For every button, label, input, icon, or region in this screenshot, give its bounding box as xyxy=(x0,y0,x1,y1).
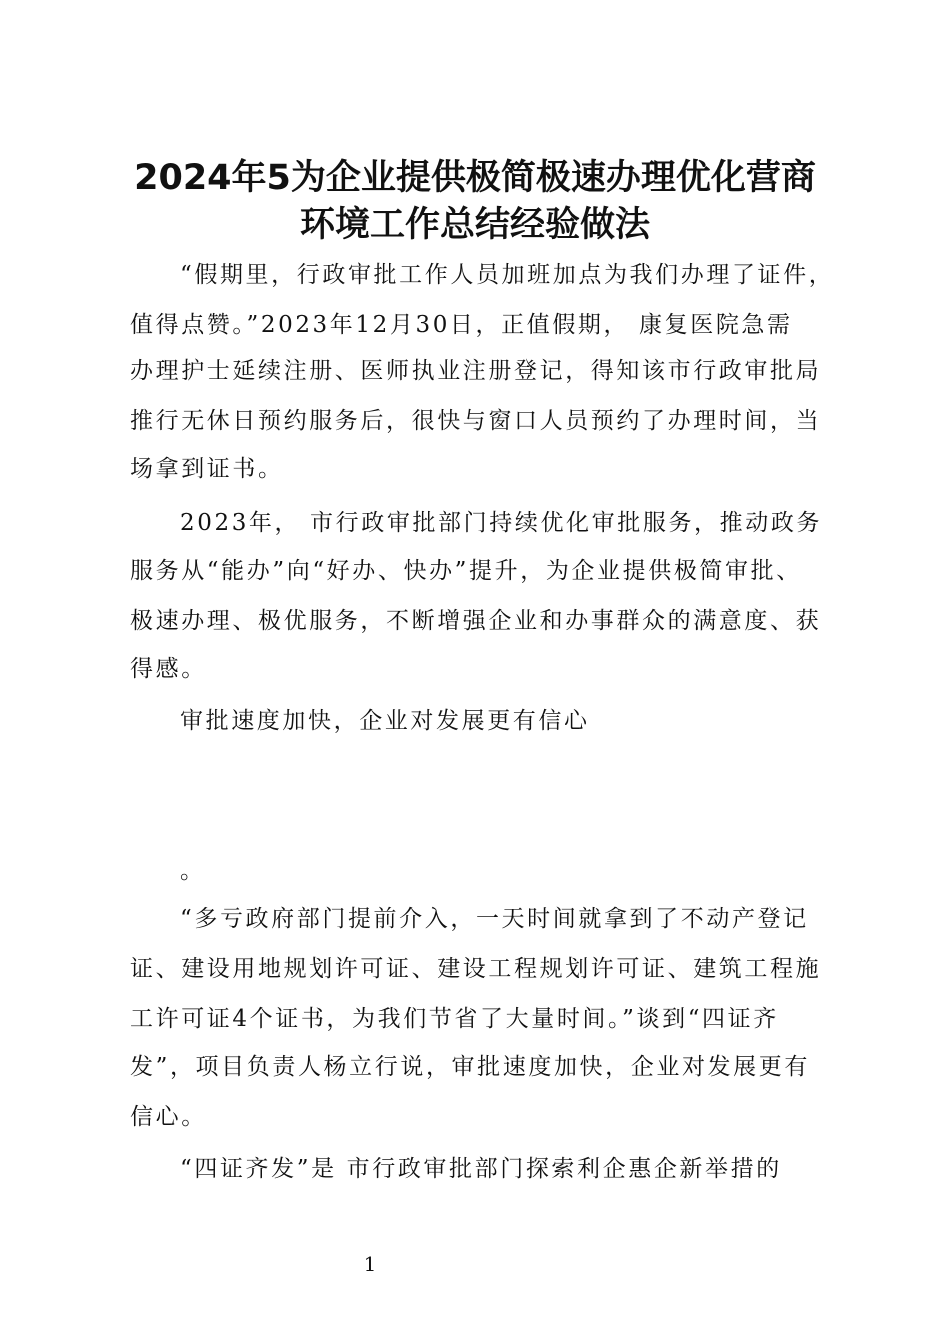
paragraph-line: 值得点赞。”2023年12月30日，正值假期， 康复医院急需 xyxy=(130,312,793,338)
paragraph-line: “假期里，行政审批工作人员加班加点为我们办理了证件， xyxy=(180,262,835,288)
paragraph-line: 服务从“能办”向“好办、快办”提升，为企业提供极简审批、 xyxy=(130,558,802,584)
paragraph-line: 发”，项目负责人杨立行说，审批速度加快，企业对发展更有 xyxy=(130,1054,810,1080)
paragraph-line: 得感。 xyxy=(130,656,207,682)
page-number: 1 xyxy=(363,1252,377,1276)
paragraph-line: 信心。 xyxy=(130,1104,207,1130)
paragraph-line: 证、建设用地规划许可证、建设工程规划许可证、建筑工程施 xyxy=(130,956,822,982)
paragraph-line: 工许可证4个证书，为我们节省了大量时间。”谈到“四证齐 xyxy=(130,1006,779,1032)
section-heading: 审批速度加快，企业对发展更有信心 xyxy=(180,708,590,734)
paragraph-line: 推行无休日预约服务后，很快与窗口人员预约了办理时间，当 xyxy=(130,408,822,434)
document-title-line-2: 环境工作总结经验做法 xyxy=(299,205,650,245)
document-title-line-1: 2024年5为企业提供极简极速办理优化营商 xyxy=(134,158,816,198)
paragraph-line: 办理护士延续注册、医师执业注册登记，得知该市行政审批局 xyxy=(130,358,822,384)
paragraph-line: 极速办理、极优服务，不断增强企业和办事群众的满意度、获 xyxy=(130,608,822,634)
paragraph-line: 。 xyxy=(180,858,206,884)
paragraph-line: 2023年， 市行政审批部门持续优化审批服务，推动政务 xyxy=(180,510,823,536)
paragraph-line: “四证齐发”是 市行政审批部门探索利企惠企新举措的 xyxy=(180,1156,782,1182)
paragraph-line: 场拿到证书。 xyxy=(130,456,284,482)
paragraph-line: “多亏政府部门提前介入，一天时间就拿到了不动产登记 xyxy=(180,906,809,932)
